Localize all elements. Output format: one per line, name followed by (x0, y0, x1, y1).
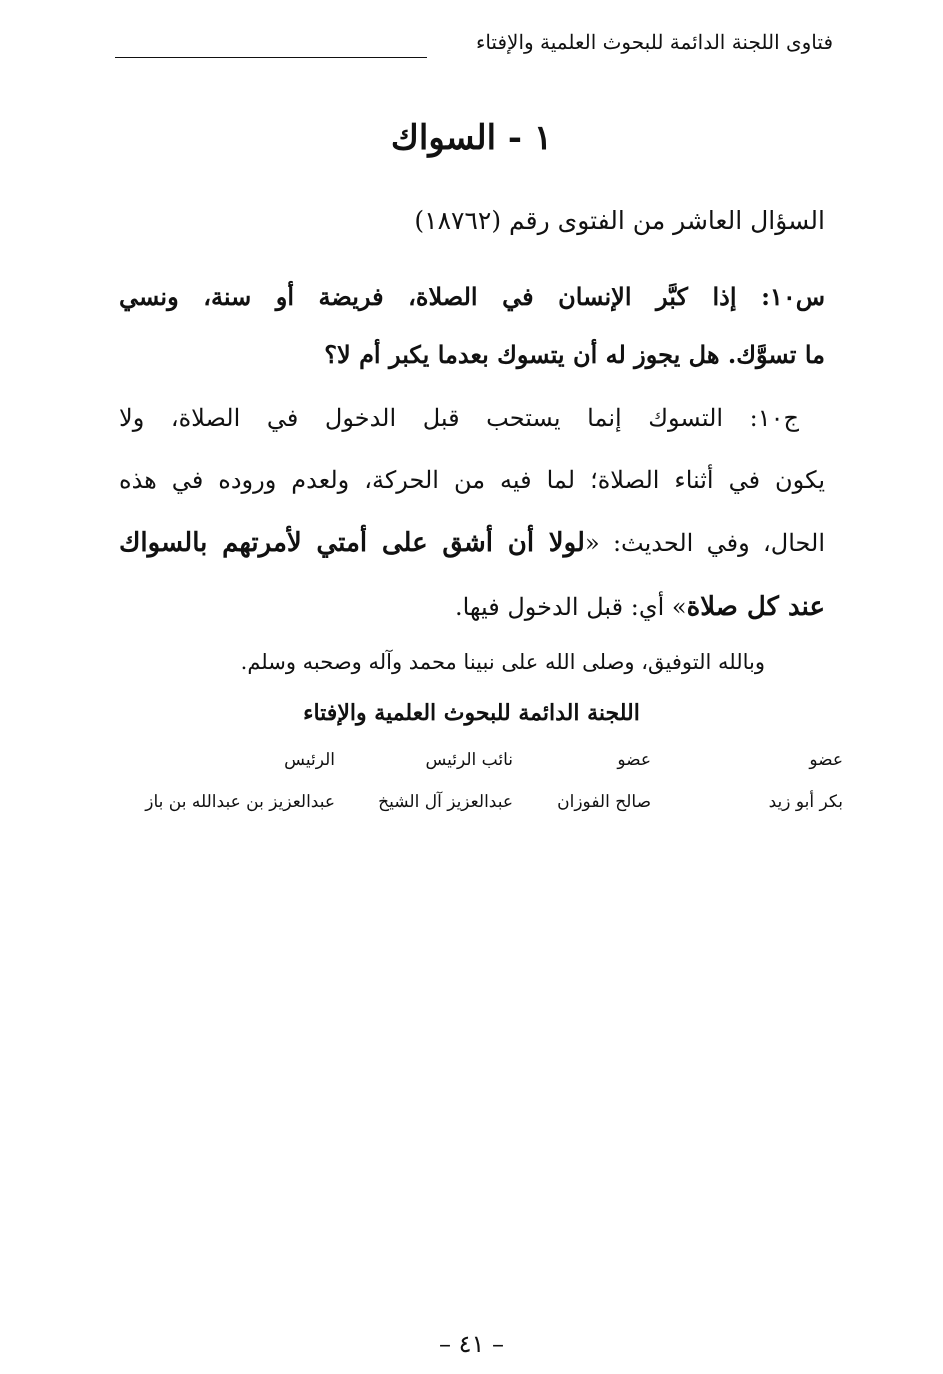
signatory-name-2: صالح الفوزان (557, 792, 651, 812)
header-rule (115, 57, 427, 58)
answer-line-1: ج١٠: التسوك إنما يستحب قبل الدخول في الصلاة، ولا (119, 404, 799, 432)
question-line-2: ما تسوَّك. هل يجوز له أن يتسوك بعدما يكبر أم لا؟ (324, 340, 825, 369)
signatory-role-1: عضو (809, 750, 843, 770)
question-intro: السؤال العاشر من الفتوى رقم (١٨٧٦٢) (414, 206, 825, 235)
signatory-role-2: عضو (617, 750, 651, 770)
page-number: – ٤١ – (438, 1330, 505, 1358)
running-header (115, 30, 833, 62)
signatory-name-4: عبدالعزيز بن عبدالله بن باز (145, 792, 335, 812)
question-line-1: س١٠: إذا كبَّر الإنسان في الصلاة، فريضة أو سنة، ونسي (119, 282, 825, 311)
answer-line-4 (119, 592, 825, 622)
answer-line-2: يكون في أثناء الصلاة؛ لما فيه من الحركة، ولعدم وروده في هذه (119, 466, 825, 494)
signatory-name-1: بكر أبو زيد (768, 792, 843, 812)
closing-formula: وبالله التوفيق، وصلى الله على نبينا محمد وآله وصحبه وسلم. (240, 650, 765, 674)
header-title: فتاوى اللجنة الدائمة للبحوث العلمية والإفتاء (475, 30, 833, 54)
signatory-role-3: نائب الرئيس (425, 750, 513, 770)
answer-line-3 (119, 528, 825, 558)
committee-name: اللجنة الدائمة للبحوث العلمية والإفتاء (303, 700, 640, 726)
section-title: ١ - السواك (390, 118, 553, 158)
signatory-role-4: الرئيس (284, 750, 335, 770)
answer-line-4-suffix: » أي: قبل الدخول فيها. (454, 593, 687, 621)
hadith-text-1: لولا أن أشق على أمتي لأمرتهم بالسواك (119, 528, 585, 558)
hadith-text-2: عند كل صلاة (686, 592, 825, 622)
signatory-name-3: عبدالعزيز آل الشيخ (378, 792, 513, 812)
answer-line-3-prefix: الحال، وفي الحديث: « (584, 529, 825, 557)
